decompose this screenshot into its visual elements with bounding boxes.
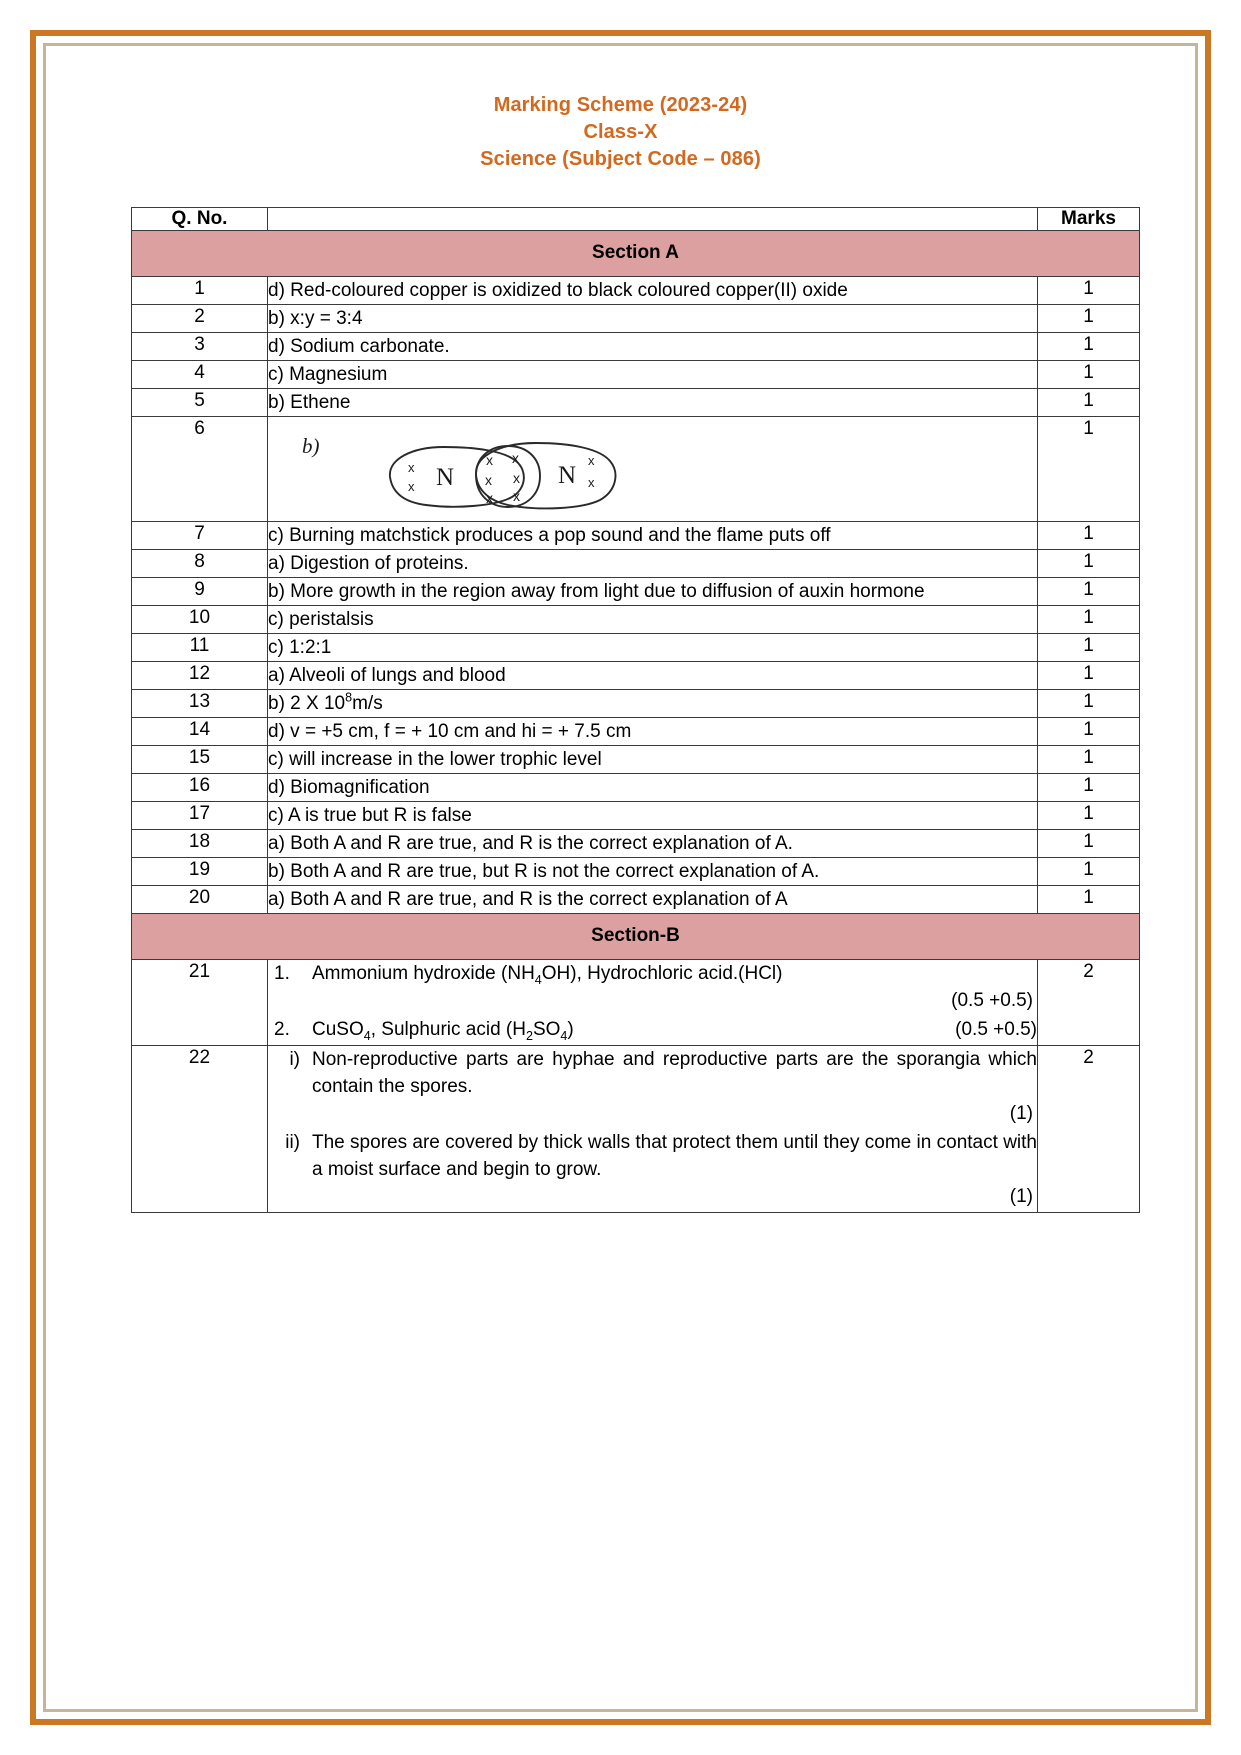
table-row: [132, 1046, 1140, 1213]
row-qno: 9: [132, 578, 268, 606]
q22-list: [268, 1046, 1037, 1210]
table-row: [132, 802, 1140, 830]
svg-text:x: x: [485, 472, 492, 488]
header-qno: Q. No.: [132, 208, 268, 231]
title-line-3: Science (Subject Code – 086): [480, 148, 761, 170]
q21-item-1-award: (0.5 +0.5): [951, 990, 1033, 1011]
q21-item-1-text-a: Ammonium hydroxide (NH: [312, 963, 535, 984]
row-qno: 8: [132, 550, 268, 578]
table-row: [132, 662, 1140, 690]
row-qno: 2: [132, 305, 268, 333]
row-answer: a) Alveoli of lungs and blood: [268, 662, 1038, 690]
row-qno: 7: [132, 522, 268, 550]
row-answer: b) x:y = 3:4: [268, 305, 1038, 333]
table-row: [132, 774, 1140, 802]
row-marks: 2: [1038, 960, 1140, 1046]
table-row: [132, 746, 1140, 774]
row-marks: 1: [1038, 361, 1140, 389]
row-qno: 15: [132, 746, 268, 774]
row-marks: 1: [1038, 305, 1140, 333]
row-answer: c) A is true but R is false: [268, 802, 1038, 830]
row-marks: 1: [1038, 606, 1140, 634]
svg-text:x: x: [486, 490, 493, 506]
q21-item-2-sub-1: 4: [363, 1028, 371, 1043]
q21-item-2-text-a: CuSO: [312, 1019, 364, 1040]
marking-scheme-table: [131, 207, 1140, 1213]
q21-item-2: [268, 1016, 1037, 1043]
row-marks: 1: [1038, 802, 1140, 830]
row-qno: 22: [132, 1046, 268, 1213]
q21-item-2-sub-2: 2: [525, 1028, 533, 1043]
row-marks: 1: [1038, 774, 1140, 802]
table-row: [132, 960, 1140, 1046]
row-qno: 20: [132, 886, 268, 914]
row-marks: 1: [1038, 333, 1140, 361]
section-b-band: [132, 914, 1140, 960]
row-marks: 1: [1038, 746, 1140, 774]
row-answer: d) Red-coloured copper is oxidized to black coloured copper(II) oxide: [268, 277, 1038, 305]
row-qno: 11: [132, 634, 268, 662]
q21-item-2-text-b: , Sulphuric acid (H: [370, 1019, 526, 1040]
q13-exponent: 8: [345, 690, 353, 705]
left-lone-pair-electrons: [408, 460, 415, 494]
q21-item-2-sub-3: 4: [560, 1028, 568, 1043]
title-line-2: Class-X: [583, 121, 658, 143]
row-answer: b) More growth in the region away from light due to diffusion of auxin hormone: [268, 578, 1038, 606]
svg-text:x: x: [408, 479, 415, 494]
row-answer: a) Digestion of proteins.: [268, 550, 1038, 578]
header-marks: Marks: [1038, 208, 1140, 231]
row-answer-diagram: [268, 417, 1038, 522]
table-row: [132, 522, 1140, 550]
svg-text:x: x: [588, 453, 595, 468]
q21-item-2-marker: 2.: [274, 1019, 290, 1040]
section-b-label: Section-B: [132, 914, 1140, 960]
q21-item-2-text-d: ): [567, 1019, 574, 1040]
header-answer: [268, 208, 1038, 231]
q22-item-1-marker: i): [289, 1049, 300, 1070]
row-qno: 14: [132, 718, 268, 746]
q22-item-2-award: (1): [1009, 1186, 1033, 1207]
row-answer: c) Magnesium: [268, 361, 1038, 389]
row-qno: 3: [132, 333, 268, 361]
row-qno: 16: [132, 774, 268, 802]
q21-item-2-award: (0.5 +0.5): [955, 1019, 1037, 1040]
q21-item-1: [268, 960, 1037, 1014]
table-row: [132, 277, 1140, 305]
table-row: [132, 858, 1140, 886]
row-marks: 1: [1038, 578, 1140, 606]
table-row: [132, 389, 1140, 417]
shared-electrons: [485, 450, 520, 506]
document-title-block: [60, 92, 1181, 173]
row-marks: 1: [1038, 277, 1140, 305]
q13-suffix: m/s: [352, 693, 383, 714]
table-header-row: [132, 208, 1140, 231]
table-row: [132, 305, 1140, 333]
table-row: [132, 830, 1140, 858]
row-answer: c) peristalsis: [268, 606, 1038, 634]
q22-item-2-text: The spores are covered by thick walls that protect them until they come in contact with a moist surface and begin to grow.: [312, 1132, 1037, 1180]
q13-prefix: b) 2 X 10: [268, 693, 346, 714]
row-marks: 1: [1038, 858, 1140, 886]
row-answer: d) Biomagnification: [268, 774, 1038, 802]
title-line-1: Marking Scheme (2023-24): [493, 94, 748, 116]
row-qno: 19: [132, 858, 268, 886]
q21-item-1-sub-1: 4: [534, 972, 542, 987]
table-row: [132, 578, 1140, 606]
table-row: [132, 634, 1140, 662]
table-row: [132, 718, 1140, 746]
svg-text:x: x: [486, 452, 493, 468]
row-marks: 1: [1038, 634, 1140, 662]
row-marks: 1: [1038, 389, 1140, 417]
section-a-band: [132, 231, 1140, 277]
svg-text:x: x: [512, 450, 519, 466]
row-answer: b) Ethene: [268, 389, 1038, 417]
svg-text:x: x: [513, 470, 520, 486]
row-marks: 1: [1038, 886, 1140, 914]
row-marks: 1: [1038, 662, 1140, 690]
row-answer: a) Both A and R are true, and R is the correct explanation of A.: [268, 830, 1038, 858]
table-row: [132, 690, 1140, 718]
row-marks: 1: [1038, 690, 1140, 718]
table-row: [132, 550, 1140, 578]
right-lone-pair-electrons: [588, 453, 595, 490]
q22-item-1: [268, 1046, 1037, 1127]
right-nitrogen-label: N: [558, 462, 577, 489]
nitrogen-lewis-structure-diagram: [268, 417, 1037, 521]
row-qno: 5: [132, 389, 268, 417]
row-answer: c) will increase in the lower trophic level: [268, 746, 1038, 774]
row-qno: 10: [132, 606, 268, 634]
svg-text:x: x: [408, 460, 415, 475]
row-answer: d) v = +5 cm, f = + 10 cm and hi = + 7.5 cm: [268, 718, 1038, 746]
nitrogen-molecule-sketch-icon: [280, 417, 700, 521]
q6-option-label: b): [302, 434, 320, 458]
svg-text:x: x: [588, 475, 595, 490]
q21-item-1-text-b: OH), Hydrochloric acid.(HCl): [541, 963, 783, 984]
row-answer: d) Sodium carbonate.: [268, 333, 1038, 361]
q22-item-1-text: Non-reproductive parts are hyphae and reproductive parts are the sporangia which contain the spores.: [312, 1049, 1037, 1097]
row-qno: 6: [132, 417, 268, 522]
row-marks: 1: [1038, 522, 1140, 550]
row-marks: 1: [1038, 830, 1140, 858]
q21-item-1-marker: 1.: [274, 963, 290, 984]
row-qno: 12: [132, 662, 268, 690]
q22-item-1-award: (1): [1009, 1103, 1033, 1124]
section-a-label: Section A: [132, 231, 1140, 277]
table-row-diagram: [132, 417, 1140, 522]
row-answer: c) Burning matchstick produces a pop sound and the flame puts off: [268, 522, 1038, 550]
row-answer: a) Both A and R are true, and R is the correct explanation of A: [268, 886, 1038, 914]
row-answer-list: [268, 1046, 1038, 1213]
q22-item-2: [268, 1129, 1037, 1210]
row-qno: 13: [132, 690, 268, 718]
q21-list: [268, 960, 1037, 1043]
row-answer-superscript: [268, 690, 1038, 718]
row-marks: 1: [1038, 718, 1140, 746]
row-qno: 17: [132, 802, 268, 830]
svg-text:x: x: [513, 488, 520, 504]
row-qno: 4: [132, 361, 268, 389]
row-answer: c) 1:2:1: [268, 634, 1038, 662]
table-row: [132, 886, 1140, 914]
row-marks: 2: [1038, 1046, 1140, 1213]
table-row: [132, 606, 1140, 634]
left-atom-shell: [390, 447, 524, 507]
row-qno: 1: [132, 277, 268, 305]
row-marks: 1: [1038, 550, 1140, 578]
row-answer-list: [268, 960, 1038, 1046]
row-answer: b) Both A and R are true, but R is not the correct explanation of A.: [268, 858, 1038, 886]
table-row: [132, 361, 1140, 389]
q21-item-2-text-c: SO: [532, 1019, 561, 1040]
row-qno: 21: [132, 960, 268, 1046]
row-qno: 18: [132, 830, 268, 858]
left-nitrogen-label: N: [436, 464, 455, 491]
q22-item-2-marker: ii): [285, 1132, 300, 1153]
table-row: [132, 333, 1140, 361]
row-marks: 1: [1038, 417, 1140, 522]
